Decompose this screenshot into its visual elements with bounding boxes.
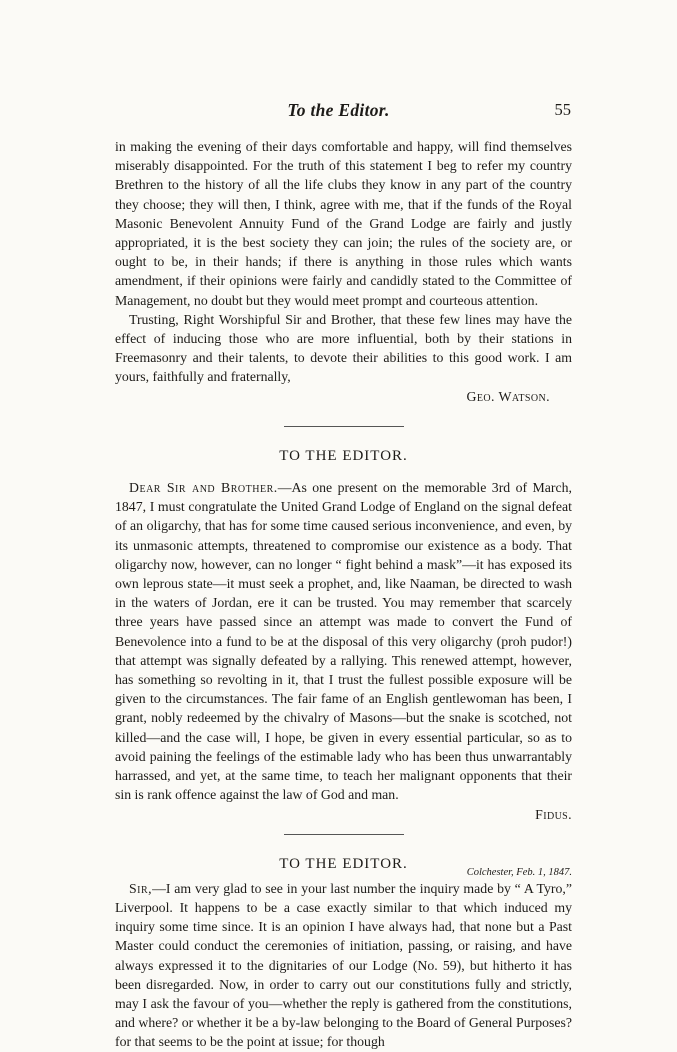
letter3-text: —I am very glad to see in your last number the inquiry made by “ A Tyro,” Liverpool. It happens to be a case exactly similar to that which induced my inquiry some time since. It is an opinion I have always had, that none but a Past Master could conduct the ceremonies of initiation, passing, or raising, and have always expressed it to the dignitaries of our Lodge (No. 59), but hitherto it has been disregarded. Now, in order to carry out our constitutions fully and strictly, may I ask the favour of you—whether the reply is gathered from the constitutions, and where? or whether it be a by-law belonging to the Board of General Purposes? for that seems to be the point at issue; for though xyxy=(115,880,572,1050)
letter2-body xyxy=(115,478,572,804)
letter3-dateline: Colchester, Feb. 1, 1847. xyxy=(466,866,572,878)
letter1-paragraph-2: Trusting, Right Worshipful Sir and Brother, that these few lines may have the effect of inducing those who are more influential, both by their stations in Freemasonry and their talents, to devote their abilities to this good work. I am yours, faithfully and fraternally, xyxy=(115,311,572,385)
letter3-body xyxy=(115,879,572,1052)
letter1-paragraph-1: in making the evening of their days comfortable and happy, will find themselves miserably disappointed. For the truth of this statement I beg to refer my country Brethren to the history of all the life clubs they know in any part of the country they choose; they will then, I think, agree with me, that if the funds of the Royal Masonic Benevolent Annuity Fund of the Grand Lodge are fairly and justly appropriated, it is the best society they can join; the rules of the society are, or ought to be, in their hands; if there is anything in those rules which wants amendment, if their opinions were fairly and candidly stated to the Committee of Management, no doubt but they would meet prompt and courteous attention. xyxy=(115,139,572,308)
signature-text: Fidus. xyxy=(535,806,572,822)
letter1-signature xyxy=(115,387,550,406)
letter3-heading: TO THE EDITOR. xyxy=(279,855,408,872)
running-title: To the Editor. xyxy=(287,100,390,120)
letter2-signature xyxy=(115,805,572,824)
letter3-salutation: Sir, xyxy=(129,880,153,896)
page-number: 55 xyxy=(554,100,571,119)
letter2-salutation: Dear Sir and Brother. xyxy=(129,480,278,496)
letter3-heading-row xyxy=(115,855,572,878)
page-body xyxy=(115,137,572,1052)
section-divider xyxy=(284,426,404,427)
page-header xyxy=(0,100,677,126)
letter2-heading: TO THE EDITOR. xyxy=(279,447,408,464)
signature-text: Geo. Watson. xyxy=(466,388,550,404)
section-divider xyxy=(284,834,404,835)
letter2-text: —As one present on the memorable 3rd of March, 1847, I must congratulate the United Grand Lodge of England on the signal defeat of an oligarchy, that has for some time caused serious inconvenience, and even, by its unmasonic attempts, threatened to compromise our existence as a body. That oligarchy now, however, can no longer “ fight behind a mask”—it has exposed its own leprous state—it must seek a prophet, and, like Naaman, be directed to wash in the waters of Jordan, ere it can be trusted. You may remember that scarcely three years have passed since an attempt was made to convert the Fund of Benevolence into a fund to be at the disposal of this very oligarchy (proh pudor!) that attempt was signally defeated by a rallying. This renewed attempt, however, has something so revolting in it, that I trust the fullest possible exposure will be given to the circumstances. The fair fame of an English gentlewoman has been, I grant, nobly redeemed by the chivalry of Masons—but the snake is scotched, not killed—and the case will, I hope, be given in every essential particular, so as to avoid paining the feelings of the estimable lady who has been thus unwarrantably harrassed, and yet, at the same time, to teach her malignant opponents that their sin is rank offence against the law of God and man. xyxy=(115,480,572,803)
